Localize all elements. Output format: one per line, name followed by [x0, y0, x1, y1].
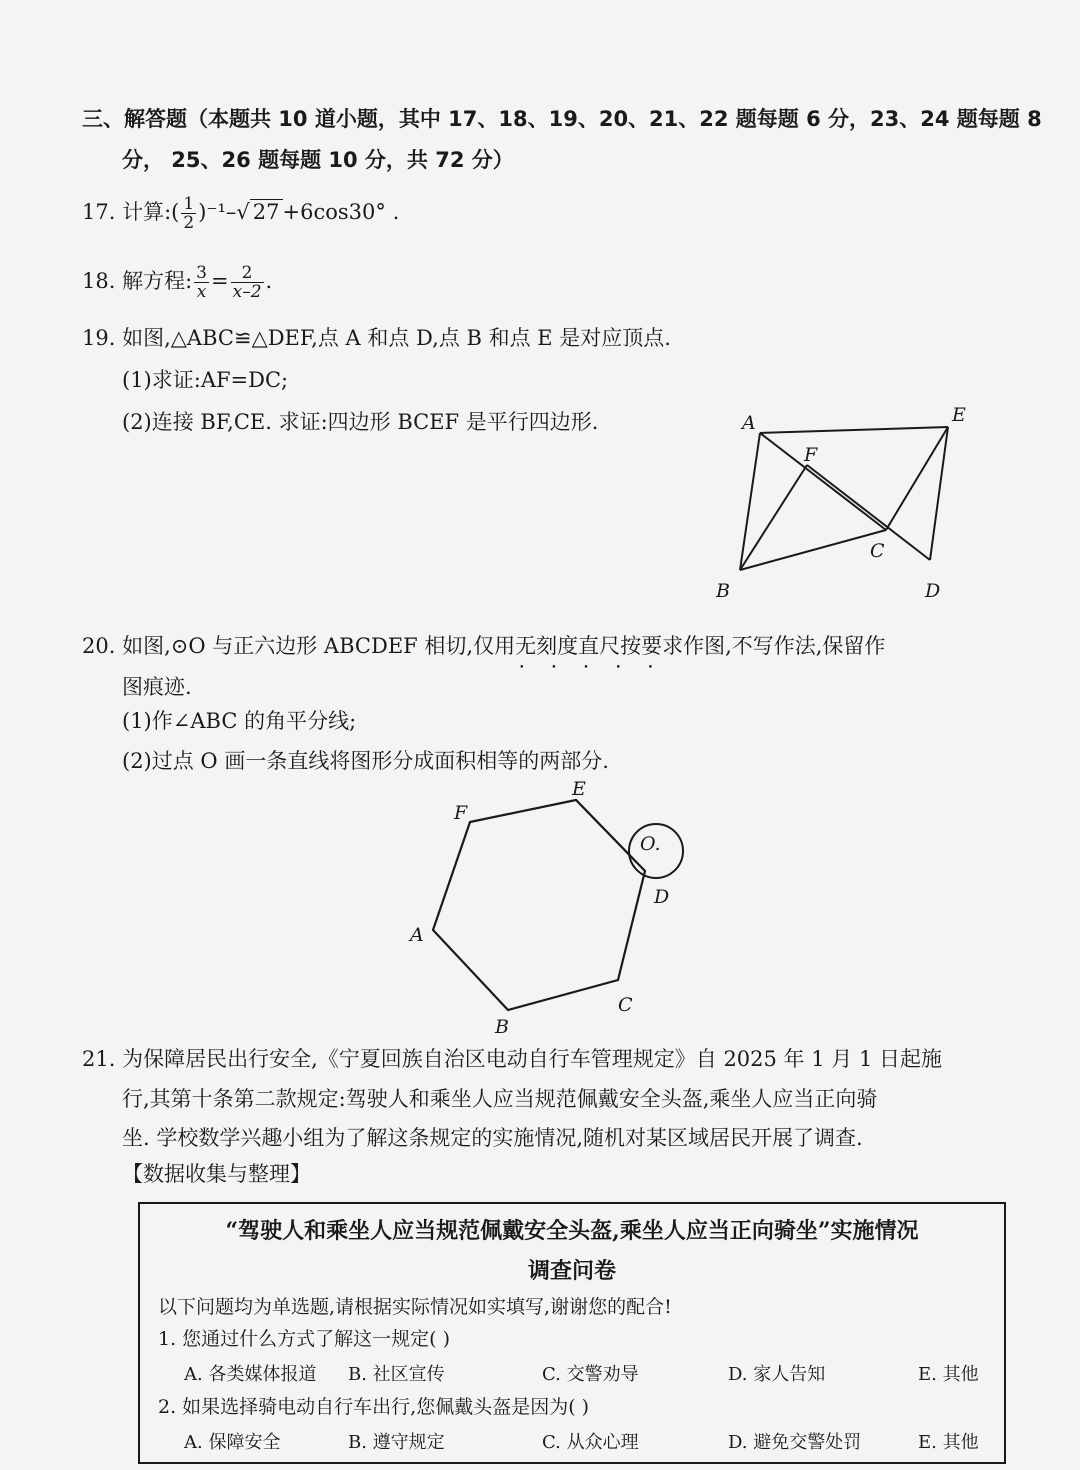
- q19-part-1: (1)求证:AF=DC;: [122, 368, 289, 392]
- label-E: E: [572, 778, 586, 800]
- q17-fraction: $\frac{1}{2}$: [183, 194, 195, 233]
- question-18: [82, 264, 272, 301]
- section-heading: 三、解答题（本题共 10 道小题，其中 17、18、19、20、21、22 题每题 6 分，23、24 题每题 8: [82, 107, 1042, 131]
- question-20: [82, 630, 885, 662]
- label-B: B: [495, 1016, 509, 1038]
- label-D: D: [654, 886, 670, 908]
- label-B: B: [716, 580, 730, 602]
- edge-AE: [760, 427, 948, 433]
- survey-question-2: 2. 如果选择骑电动自行车出行,您佩戴头盔是因为( ): [158, 1396, 590, 1418]
- q2-option-a: A. 保障安全: [184, 1432, 281, 1453]
- q21-line-3: 坐. 学校数学兴趣小组为了解这条规定的实施情况,随机对某区域居民开展了调查.: [122, 1126, 863, 1150]
- edge-AC: [760, 433, 886, 530]
- edge-AB: [740, 433, 760, 570]
- label-A: A: [410, 924, 424, 946]
- survey-intro: 以下问题均为单选题,请根据实际情况如实填写,谢谢您的配合!: [158, 1296, 672, 1318]
- q18-number: 18.: [82, 269, 116, 293]
- q1-option-d: D. 家人告知: [728, 1364, 826, 1385]
- q20-number: 20.: [82, 634, 116, 658]
- question-19: [82, 322, 671, 354]
- section-heading-cont: 分， 25、26 题每题 10 分，共 72 分）: [122, 148, 514, 172]
- question-21: [82, 1043, 942, 1075]
- q20-stem-a: 如图,⊙O 与正六边形 ABCDEF 相切,仅用: [122, 634, 516, 658]
- label-D: D: [925, 580, 941, 602]
- edge-EC: [886, 427, 948, 530]
- q21-line-1: 为保障居民出行安全,《宁夏回族自治区电动自行车管理规定》自 2025 年 1 月 1 日起施: [122, 1047, 942, 1071]
- label-F: F: [804, 444, 818, 466]
- label-C: C: [870, 540, 885, 562]
- q19-figure: [700, 395, 1000, 610]
- q19-stem: 如图,△ABC≌△DEF,点 A 和点 D,点 B 和点 E 是对应顶点.: [122, 326, 671, 350]
- survey-box: [138, 1202, 1006, 1464]
- q20-figure: [400, 775, 700, 1040]
- q20-stem-b: 按要求作图,不写作法,保留作: [620, 634, 886, 658]
- q1-option-c: C. 交警劝导: [542, 1364, 639, 1385]
- q17-sqrt: 27: [250, 199, 283, 224]
- q2-option-d: D. 避免交警处罚: [728, 1432, 862, 1453]
- q20-stem-line2: 图痕迹.: [122, 675, 192, 699]
- q17-number: 17.: [82, 200, 116, 224]
- label-O: O.: [640, 833, 661, 855]
- label-E: E: [952, 404, 966, 426]
- q21-number: 21.: [82, 1047, 116, 1071]
- q1-option-a: A. 各类媒体报道: [184, 1364, 317, 1385]
- label-F: F: [454, 802, 468, 824]
- q19-number: 19.: [82, 326, 116, 350]
- survey-title: “驾驶人和乘坐人应当规范佩戴安全头盔,乘坐人应当正向骑坐”实施情况: [225, 1218, 919, 1244]
- q18-fraction-2: $\frac{2}{x-2}$: [232, 263, 262, 302]
- q18-prefix: 解方程:: [122, 269, 193, 293]
- q21-subhead: 【数据收集与整理】: [122, 1162, 311, 1186]
- label-C: C: [618, 994, 633, 1016]
- q17-exp: )⁻¹–: [198, 200, 237, 224]
- q21-line-2: 行,其第十条第二款规定:驾驶人和乘坐人应当规范佩戴安全头盔,乘坐人应当正向骑: [122, 1087, 878, 1111]
- q1-option-b: B. 社区宣传: [348, 1364, 445, 1385]
- q1-option-e: E. 其他: [918, 1364, 979, 1385]
- q18-equals: =: [211, 269, 229, 293]
- hexagon-ABCDEF: [433, 800, 645, 1010]
- q19-part-2: (2)连接 BF,CE. 求证:四边形 BCEF 是平行四边形.: [122, 410, 599, 434]
- label-A: A: [742, 412, 756, 434]
- q20-part-2: (2)过点 O 画一条直线将图形分成面积相等的两部分.: [122, 749, 609, 773]
- q17-rest: +6cos30° .: [282, 200, 400, 224]
- survey-question-1: 1. 您通过什么方式了解这一规定( ): [158, 1328, 451, 1350]
- q17-prefix: 计算:(: [122, 200, 180, 224]
- q2-option-c: C. 从众心理: [542, 1432, 639, 1453]
- edge-ED: [930, 427, 948, 560]
- q2-option-b: B. 遵守规定: [348, 1432, 445, 1453]
- q20-emphasis: 无刻度直尺 • • •: [515, 634, 620, 658]
- question-17: 17. 计算:( $\frac{1}{2}$ )⁻¹–√ 27 +6cos30° .: [82, 194, 400, 233]
- q18-end: .: [265, 269, 273, 293]
- q20-part-1: (1)作∠ABC 的角平分线;: [122, 709, 357, 733]
- q2-option-e: E. 其他: [918, 1432, 979, 1453]
- survey-subtitle: 调查问卷: [527, 1258, 616, 1284]
- q18-fraction-1: $\frac{3}{x}$: [196, 263, 207, 302]
